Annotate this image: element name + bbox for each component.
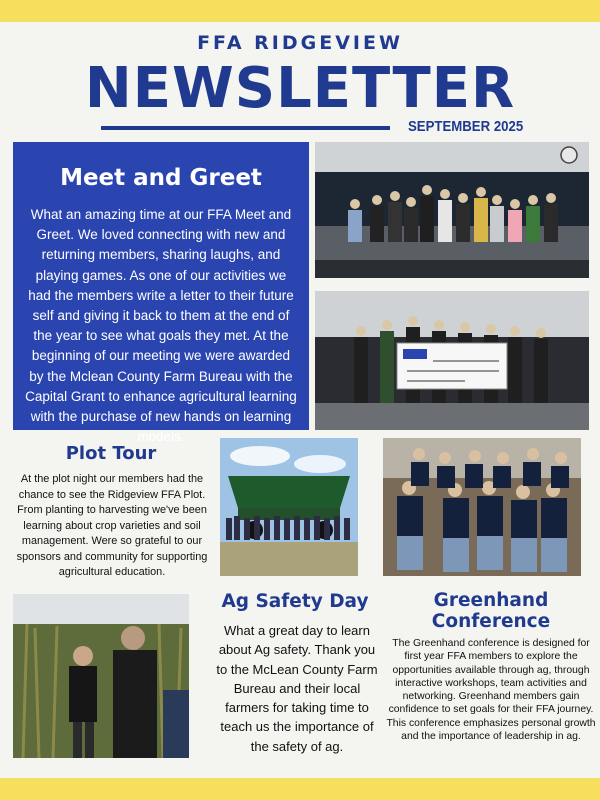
ag-safety-cornfield-photo bbox=[13, 594, 189, 758]
greenhand-title-line1: Greenhand bbox=[433, 590, 549, 611]
meet-and-greet-group-photo bbox=[315, 142, 589, 278]
bottom-accent-bar bbox=[0, 778, 600, 800]
top-accent-bar bbox=[0, 0, 600, 22]
meet-and-greet-panel bbox=[13, 142, 309, 445]
greenhand-body: The Greenhand conference is designed for first year FFA members to explore the opportunities available through ag, through interactive workshops, team activities and networking. Greenhand members gain confidence to set goals for their FFA journey. This conference emphasizes personal growth and the importance of leadership in ag. bbox=[386, 638, 596, 743]
chapter-name: FFA RIDGEVIEW bbox=[197, 32, 403, 54]
meet-and-greet-title: Meet and Greet bbox=[60, 165, 262, 191]
greenhand-title-line2: Conference bbox=[431, 611, 551, 632]
greenhand-title bbox=[383, 590, 599, 632]
greenhand-conference-group-photo bbox=[383, 438, 581, 576]
plot-tour-body: At the plot night our members had the chance to see the Ridgeview FFA Plot. From planting to harvesting we've been learning about crop varieties and soil management. Were so grateful to our sponsors and community for supporting agricultural education. bbox=[16, 473, 208, 578]
meet-and-greet-body: What an amazing time at our FFA Meet and Greet. We loved connecting with new and returning members, sharing laughs, and playing games. As one of our activities we had the members write a letter to their future self and giving it back to them at the end of the year to see what goals they met. At the beginning of our meeting we were awarded by the Mclean County Farm Bureau with the Capital Grant to enhance agricultural learning with the purchase of new hands on learning models. bbox=[25, 207, 297, 445]
plot-tour-title: Plot Tour bbox=[65, 443, 157, 464]
newsletter-title: NEWSLETTER bbox=[84, 56, 516, 121]
plot-tour-grain-cart-photo bbox=[220, 438, 358, 576]
issue-date: SEPTEMBER 2025 bbox=[408, 118, 524, 135]
capital-grant-check-photo bbox=[315, 291, 589, 430]
title-divider bbox=[101, 126, 390, 130]
ag-safety-body: What a great day to learn about Ag safety. Thank you to the McLean County Farm Bureau and their local farmers for taking time to teach us the importance of the safety of ag. bbox=[216, 623, 378, 754]
ag-safety-title: Ag Safety Day bbox=[221, 591, 369, 612]
